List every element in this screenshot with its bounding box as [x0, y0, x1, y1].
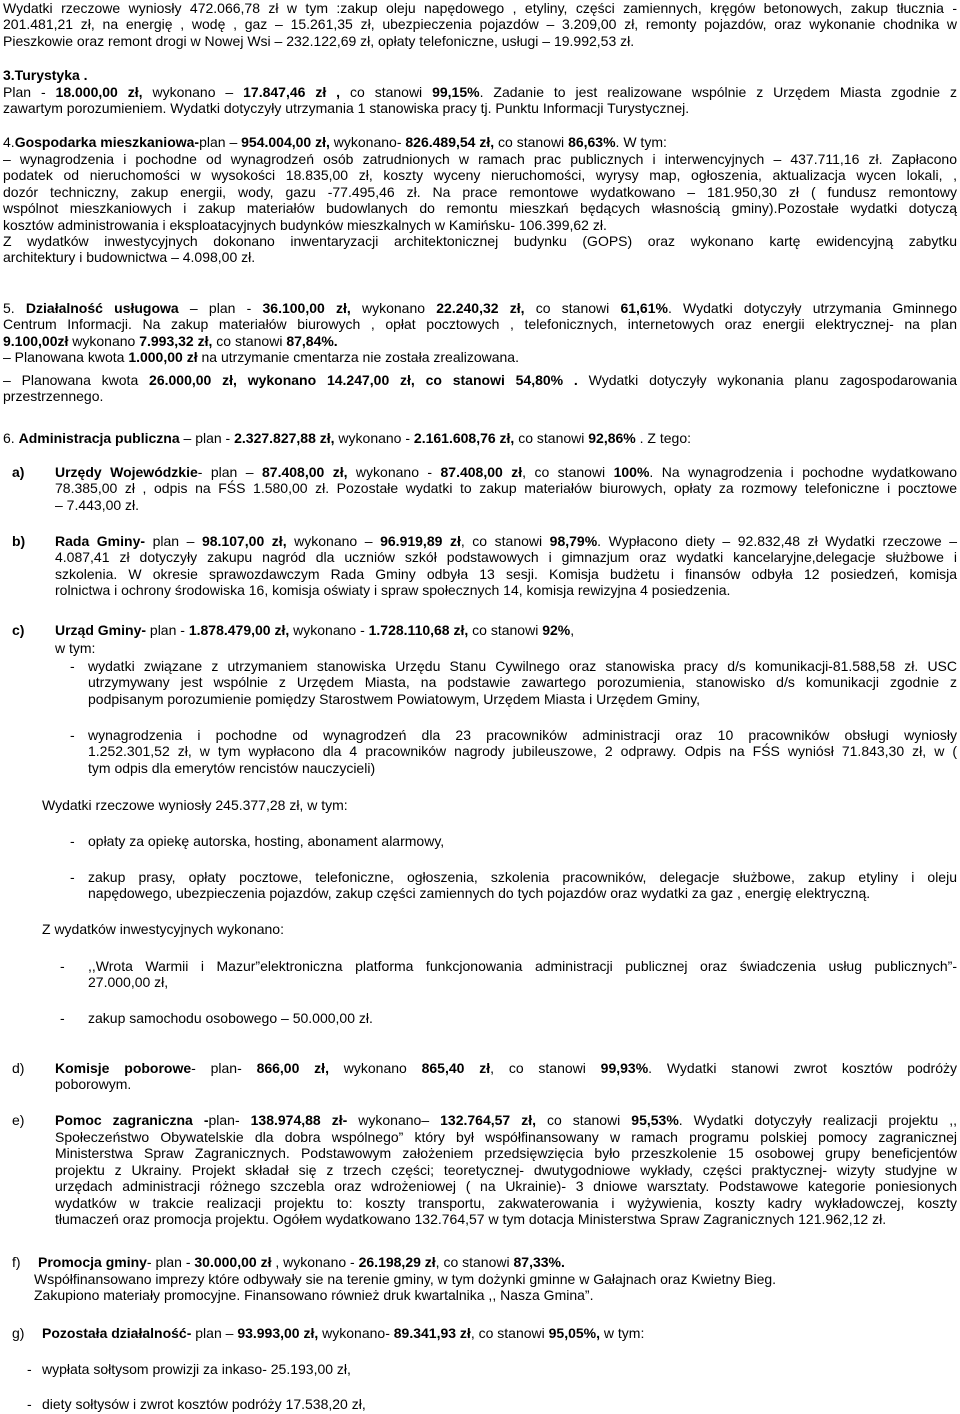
- bullet-dash: -: [70, 869, 75, 885]
- amount: 1.878.479,00 zł,: [188, 622, 290, 638]
- text: - plan –: [197, 464, 262, 480]
- subsection-b-title: Rada Gminy-: [55, 533, 146, 549]
- subsection-c-plan-line: [55, 622, 957, 638]
- subsection-c-item-5: [88, 958, 957, 991]
- text: – plan -: [178, 300, 263, 316]
- subsection-c-item-4: [88, 869, 957, 902]
- subsection-g-title: Pozostała działalność-: [42, 1325, 192, 1341]
- percent: 99,93%: [600, 1060, 649, 1076]
- text: wykonano -: [289, 622, 369, 638]
- amount: 98.107,00 zł,: [201, 533, 287, 549]
- subsection-b-line: 4.087,41 zł dotyczyły zakupu nagród dla uczniów szkół podstawowych i gimnazjum oraz wydatki kancelaryjne,delegacje służbowe i: [55, 549, 957, 566]
- text: wykonano –: [142, 84, 244, 100]
- text: , co stanowi: [460, 533, 550, 549]
- text: co stanowi: [494, 134, 569, 150]
- list-item-line: zakup prasy, opłaty pocztowe, telefoniczne, ogłoszenia, szkolenia pracowników, delegacje służbowe, zakup etyliny i oleju: [88, 869, 957, 885]
- percent: 87,84%.: [286, 332, 338, 349]
- text: w tym:: [600, 1325, 645, 1341]
- text: co stanowi: [212, 332, 287, 349]
- subsection-c-title: Urząd Gminy-: [55, 622, 147, 638]
- percent: 92,86%: [588, 430, 636, 446]
- percent: 95,05%,: [548, 1325, 601, 1341]
- text: – plan -: [179, 430, 235, 446]
- section-5-line: [3, 333, 957, 349]
- intro-line: 201.481,21 zł, na energię , wodę , gaz – 15.261,35 zł, ubezpieczenia pojazdów – 3.209,00 zł, remonty pojazdów, oraz wykonanie chodnika w: [3, 16, 957, 33]
- subsection-c-item-2: [88, 727, 957, 776]
- amount: 138.974,88 zł-: [250, 1112, 348, 1128]
- amount: 96.919,89 zł: [380, 533, 461, 549]
- bullet-dash: -: [70, 727, 75, 743]
- list-item-line: 27.000,00 zł,: [88, 974, 169, 991]
- subsection-a-line: – 7.443,00 zł.: [55, 496, 140, 513]
- text: . Z tego:: [635, 430, 691, 446]
- section-4-plan-line: [3, 134, 957, 150]
- subsection-e-line: projektu z Ukrainy. Projekt składał się z trzech części; teoretycznej- dwutygodniowe wykłady, części praktycznej- wizyty studyjne w: [55, 1161, 957, 1178]
- list-item-line: tym odpis dla emerytów rencistów nauczycieli): [88, 759, 376, 776]
- amount: 18.000,00 zł,: [55, 84, 143, 100]
- section-6: [3, 430, 957, 446]
- text-line: Z wydatków inwestycyjnych wykonano:: [42, 921, 284, 937]
- text: . Zadanie to jest realizowane wspólnie z Urzędem Miasta zgodnie z: [479, 84, 958, 100]
- text: plan -: [146, 622, 189, 638]
- text: co stanowi: [468, 622, 543, 638]
- subsection-c-rzeczowe: [42, 797, 957, 813]
- amount: 93.993,00 zł,: [237, 1325, 319, 1341]
- percent: 99,15%: [432, 84, 480, 100]
- section-5-line: [3, 349, 957, 365]
- text: , co stanowi: [490, 1060, 601, 1076]
- text: – Planowana kwota: [3, 371, 150, 388]
- percent: 87,33%.: [513, 1254, 565, 1270]
- text: plan –: [199, 134, 242, 150]
- intro-paragraph: [3, 0, 957, 49]
- amount: 9.100,00zł: [3, 332, 69, 349]
- list-item-line: wydatki związane z utrzymaniem stanowiska Urzędu Stanu Cywilnego oraz stanowiska pracy d/s komunikacji-81.588,58 zł. USC: [88, 658, 957, 674]
- subsection-c-inwestycje: [42, 921, 957, 937]
- subsection-e-line: Ministerstwa Spraw Zagranicznych. Podstawowym założeniem przedsięwzięcia było przeszkolenie 15 osobowej grupy beneficjentów: [55, 1145, 957, 1162]
- section-5-title: Działalność usługowa: [25, 300, 179, 316]
- text: plan –: [191, 1325, 238, 1341]
- amount: 2.327.827,88 zł,: [234, 430, 335, 446]
- text: co stanowi: [514, 430, 589, 446]
- percent: 95,53%: [631, 1112, 679, 1128]
- text: Plan -: [3, 84, 56, 100]
- section-3-title: 3.Turystyka .: [3, 67, 88, 83]
- text: . Wydatki stanowi zwrot kosztów podróży: [648, 1060, 958, 1076]
- subsection-e-line: tłumaczeń oraz promocja projektu. Ogółem wydatkowano 132.764,57 w tym dotacja Ministerstwa Spraw Zagranicznych 121.962,12 zł.: [55, 1211, 887, 1228]
- subsection-b-plan-line: [55, 533, 957, 549]
- intro-line: Wydatki rzeczowe wyniosły 472.066,78 zł w tym :zakup oleju napędowego , etyliny, części zamiennych, kręgów betonowych, zakup tłucznia -: [3, 0, 957, 16]
- percent: 92%: [542, 622, 571, 638]
- text: , co stanowi: [470, 1325, 549, 1341]
- subsection-f-plan-line: [38, 1254, 957, 1270]
- list-marker-b: b): [12, 533, 26, 549]
- list-marker-d: d): [12, 1060, 25, 1076]
- section-4-line: kosztów administrowania i eksploatacyjnych budynków mieszkalnych w Kamińsku- 106.399,62 zł.: [3, 216, 607, 233]
- text: , co stanowi: [435, 1254, 514, 1270]
- subsection-b-line: szkolenia. W okresie sprawozdawczym Rada Gminy odbyła 13 sesji. Komisja budżetu i finansów odbyła 12 posiedzeń, komisja: [55, 565, 957, 582]
- text: - plan -: [146, 1254, 195, 1270]
- intro-line: Pieszkowie oraz remont drogi w Nowej Wsi – 232.122,69 zł, opłaty telefoniczne, usługi – 19.992,53 zł.: [3, 32, 635, 49]
- subsection-g-plan-line: [42, 1325, 957, 1341]
- text: plan –: [145, 533, 202, 549]
- subsection-d-plan-line: [55, 1060, 957, 1076]
- amount: 87.408,00 zł,: [262, 464, 348, 480]
- list-marker-f: f): [12, 1254, 21, 1270]
- bullet-dash: -: [60, 1010, 65, 1026]
- text: – Planowana kwota: [3, 349, 129, 366]
- amount: 7.993,32 zł,: [139, 332, 213, 349]
- section-number: 5.: [3, 300, 26, 316]
- list-item-line: 1.252.301,52 zł, w tym wypłacono dla 4 pracowników nagrody jubileuszowe, 2 odprawy. Odpis na FŚS wyniósł 71.843,30 zł, w (: [88, 743, 957, 760]
- section-4-line: podatek od nieruchomości w wysokości 18.835,00 zł, koszty wyceny nieruchomości, wyrysy map, ogłoszenia, aktualizacja wycen lokali, ,: [3, 167, 957, 184]
- section-6-title: Administracja publiczna: [18, 430, 180, 446]
- section-4-line: wspólnot mieszkaniowych i zakup materiałów budowlanych do remontu mieszkań będących własnością gminy).Pozostałe wydatki dotyczą: [3, 200, 957, 217]
- subsection-c: [55, 622, 957, 657]
- subsection-f-line: Zakupiono materiały promocyjne. Finansowano również druk kwartalnika ,, Nasza Gmina”.: [34, 1287, 594, 1304]
- text: , wykonano -: [271, 1254, 359, 1270]
- subsection-c-line: w tym:: [55, 640, 96, 657]
- subsection-c-item-1: [88, 658, 957, 707]
- subsection-e-plan-line: [55, 1112, 957, 1128]
- section-5-line: przestrzennego.: [3, 388, 104, 405]
- amount: 132.764,57 zł,: [440, 1112, 536, 1128]
- text: . Wypłacono diety – 92.832,48 zł Wydatki rzeczowe –: [597, 533, 957, 549]
- text: plan-: [208, 1112, 251, 1128]
- list-item-line: utrzymywany jest wspólnie z Urzędem Miasta, na podstawie zawartego porozumienia, stanowisko d/s komunikacji zgodnie z: [88, 674, 957, 691]
- text: wykonano -: [334, 430, 414, 446]
- subsection-b: [55, 533, 957, 599]
- text: . Wydatki dotyczyły utrzymania Gminnego: [667, 300, 957, 316]
- section-3-line: zawartym porozumieniem. Wydatki dotyczyły utrzymania 1 stanowiska pracy tj. Punktu Informacji Turystycznej.: [3, 100, 690, 117]
- subsection-d-title: Komisje poborowe: [55, 1060, 192, 1076]
- amount: 1.000,00 zł: [128, 349, 198, 366]
- subsection-f-body: [34, 1271, 957, 1304]
- percent: 98,79%: [549, 533, 598, 549]
- bullet-dash: -: [27, 1396, 32, 1412]
- section-4-line: dozór techniczny, zakup energii, wody, gazu -77.495,46 zł. Na prace remontowe wydatkowano – 181.950,30 zł ( fundusz remontowy: [3, 183, 957, 200]
- list-item-line: opłaty za opiekę autorska, hosting, abonament alarmowy,: [88, 833, 445, 849]
- amount: 30.000,00 zł: [194, 1254, 272, 1270]
- text: wykonano-: [329, 134, 406, 150]
- section-number: 4.: [3, 134, 15, 150]
- amount: 89.341,93 zł: [393, 1325, 471, 1341]
- amount: 2.161.608,76 zł,: [413, 430, 515, 446]
- subsection-e-line: wydatków w trakcie realizacji projektu to: koszty transportu, zakwaterowania i wyżywienia, koszty kadry wykładowczej, koszty: [55, 1194, 957, 1211]
- text: . W tym:: [615, 134, 667, 150]
- amount: 826.489,54 zł,: [405, 134, 495, 150]
- text: wykonano: [328, 1060, 422, 1076]
- section-4-body: [3, 151, 957, 266]
- list-item-line: zakup samochodu osobowego – 50.000,00 zł.: [88, 1010, 373, 1026]
- amount: 22.240,32 zł,: [436, 300, 525, 316]
- list-marker-e: e): [12, 1112, 25, 1128]
- section-4-title: Gospodarka mieszkaniowa-: [14, 134, 200, 150]
- subsection-e-line: urzędach administracji różnego szczebla oraz wdrożeniowej ( na Ukrainie)- 3 dniowe warsztaty. Podstawowe kategorie poniesionych: [55, 1178, 957, 1195]
- amount: 954.004,00 zł,: [241, 134, 330, 150]
- bullet-dash: -: [70, 658, 75, 674]
- subsection-d-line: poborowym.: [55, 1076, 132, 1093]
- subsection-f-line: Współfinansowano imprezy które odbywały sie na terenie gminy, w tym dożynki gminne w Gałajnach oraz Kwietny Bieg.: [34, 1271, 777, 1287]
- list-marker-c: c): [12, 622, 25, 638]
- text: Wydatki dotyczyły wykonania planu zagospodarowania: [577, 371, 957, 388]
- subsection-a-plan-line: [55, 464, 957, 480]
- text: co stanowi: [524, 300, 621, 316]
- section-5-line: Centrum Informacji. Na zakup materiałów biurowych , opłat pocztowych , telefonicznych, internetowych oraz energii elektrycznej- na plan: [3, 316, 957, 333]
- amount: 865,40 zł: [421, 1060, 491, 1076]
- section-3-heading: [3, 67, 957, 83]
- subsection-a: [55, 464, 957, 513]
- text: wykonano -: [347, 464, 441, 480]
- subsection-f-title: Promocja gminy: [38, 1254, 147, 1270]
- text: ,: [570, 622, 575, 638]
- amount: 1.728.110,68 zł,: [368, 622, 469, 638]
- subsection-f: [38, 1254, 957, 1270]
- text: wykonano: [350, 300, 437, 316]
- text: na utrzymanie cmentarza nie została zrealizowana.: [197, 349, 519, 366]
- bullet-dash: -: [60, 958, 65, 974]
- subsection-e-line: Społeczeństwo Obywatelskie dla dobra wspólnego” który był współfinansowany w ramach programu polskiej pomocy zagranicznej: [55, 1129, 957, 1145]
- section-3-body: [3, 84, 957, 117]
- list-marker-g: g): [12, 1325, 25, 1341]
- subsection-e-body: [55, 1129, 957, 1227]
- percent: 86,63%: [568, 134, 616, 150]
- section-number: 6.: [3, 430, 19, 446]
- subsection-e: [55, 1112, 957, 1128]
- list-item-line: wypłata sołtysom prowizji za inkaso- 25.193,00 zł,: [42, 1361, 351, 1377]
- text: co stanowi: [536, 1112, 632, 1128]
- amount: 866,00 zł,: [256, 1060, 329, 1076]
- text: . Na wynagrodzenia i pochodne wydatkowano: [649, 464, 957, 480]
- section-4-heading: [3, 134, 957, 150]
- text: , co stanowi: [522, 464, 614, 480]
- section-4-line: Z wydatków inwestycyjnych dokonano inwentaryzacji architektonicznej budynku (GOPS) oraz wykonano kartę ewidencyjną zabytku: [3, 233, 957, 250]
- amount: 17.847,46 zł ,: [243, 84, 341, 100]
- subsection-c-item-3: [88, 833, 957, 849]
- subsection-b-line: rolnictwa i ochrony środowiska 16, komisja oświaty i spraw społecznych 14, komisja rewizyjna 4 posiedzenia.: [55, 582, 731, 599]
- subsection-c-item-6: [88, 1010, 957, 1026]
- text: - plan-: [191, 1060, 257, 1076]
- section-4-line: – wynagrodzenia i pochodne od wynagrodzeń osób zatrudnionych w ramach prac publicznych i interwencyjnych – 437.711,16 zł. Zapłacono: [3, 151, 957, 167]
- section-4-line: architektury i budownictwa – 4.098,00 zł.: [3, 249, 256, 266]
- section-6-plan-line: [3, 430, 957, 446]
- subsection-g-item-2: [42, 1396, 957, 1412]
- section-5-plan-line: [3, 300, 957, 316]
- subsection-d: [55, 1060, 957, 1093]
- amount: 87.408,00 zł: [440, 464, 523, 480]
- subsection-g-item-1: [42, 1361, 957, 1377]
- amount: 26.198,29 zł: [358, 1254, 436, 1270]
- list-item-line: wynagrodzenia i pochodne od wynagrodzeń dla 23 pracowników administracji oraz 10 pracowników obsługi wyniosły: [88, 727, 957, 743]
- text: wykonano-: [318, 1325, 394, 1341]
- text: wykonano–: [347, 1112, 441, 1128]
- amount: 26.000,00 zł, wykonano 14.247,00 zł, co stanowi 54,80% .: [149, 371, 578, 388]
- section-3-plan-line: [3, 84, 957, 100]
- amount: 36.100,00 zł,: [262, 300, 351, 316]
- text: wykonano –: [286, 533, 381, 549]
- subsection-e-title: Pomoc zagraniczna -: [55, 1112, 209, 1128]
- list-item-line: diety sołtysów i zwrot kosztów podróży 17.538,20 zł,: [42, 1396, 366, 1412]
- subsection-a-title: Urzędy Wojewódzkie: [55, 464, 198, 480]
- section-5: [3, 300, 957, 404]
- percent: 61,61%: [620, 300, 668, 316]
- text: . Wydatki dotyczyły realizacji projektu ,,: [678, 1112, 957, 1128]
- bullet-dash: -: [70, 833, 75, 849]
- list-item-line: ,,Wrota Warmii i Mazur”elektroniczna platforma funkcjonowania administracji publicznej oraz świadczenia usług publicznych”-: [88, 958, 957, 974]
- text-line: Wydatki rzeczowe wyniosły 245.377,28 zł, w tym:: [42, 797, 348, 813]
- text: co stanowi: [340, 84, 433, 100]
- subsection-a-line: 78.385,00 zł , odpis na FŚS 1.580,00 zł. Pozostałe wydatki to zakup materiałów biurowych, opłaty za rozmowy telefoniczne i pocztowe: [55, 480, 957, 497]
- list-item-line: podpisanym porozumienie pomiędzy Starostwem Powiatowym, Urzędem Miasta i Urzędem Gminy,: [88, 690, 701, 707]
- subsection-g: [42, 1325, 957, 1341]
- list-marker-a: a): [12, 464, 25, 480]
- section-5-line: [3, 372, 957, 388]
- list-item-line: napędowego, ubezpieczenia pojazdów, zakup części zamiennych do tych pojazdów oraz wydatki za gaz , energię elektryczną.: [88, 885, 871, 902]
- bullet-dash: -: [27, 1361, 32, 1377]
- text: wykonano: [68, 332, 140, 349]
- percent: 100%: [613, 464, 650, 480]
